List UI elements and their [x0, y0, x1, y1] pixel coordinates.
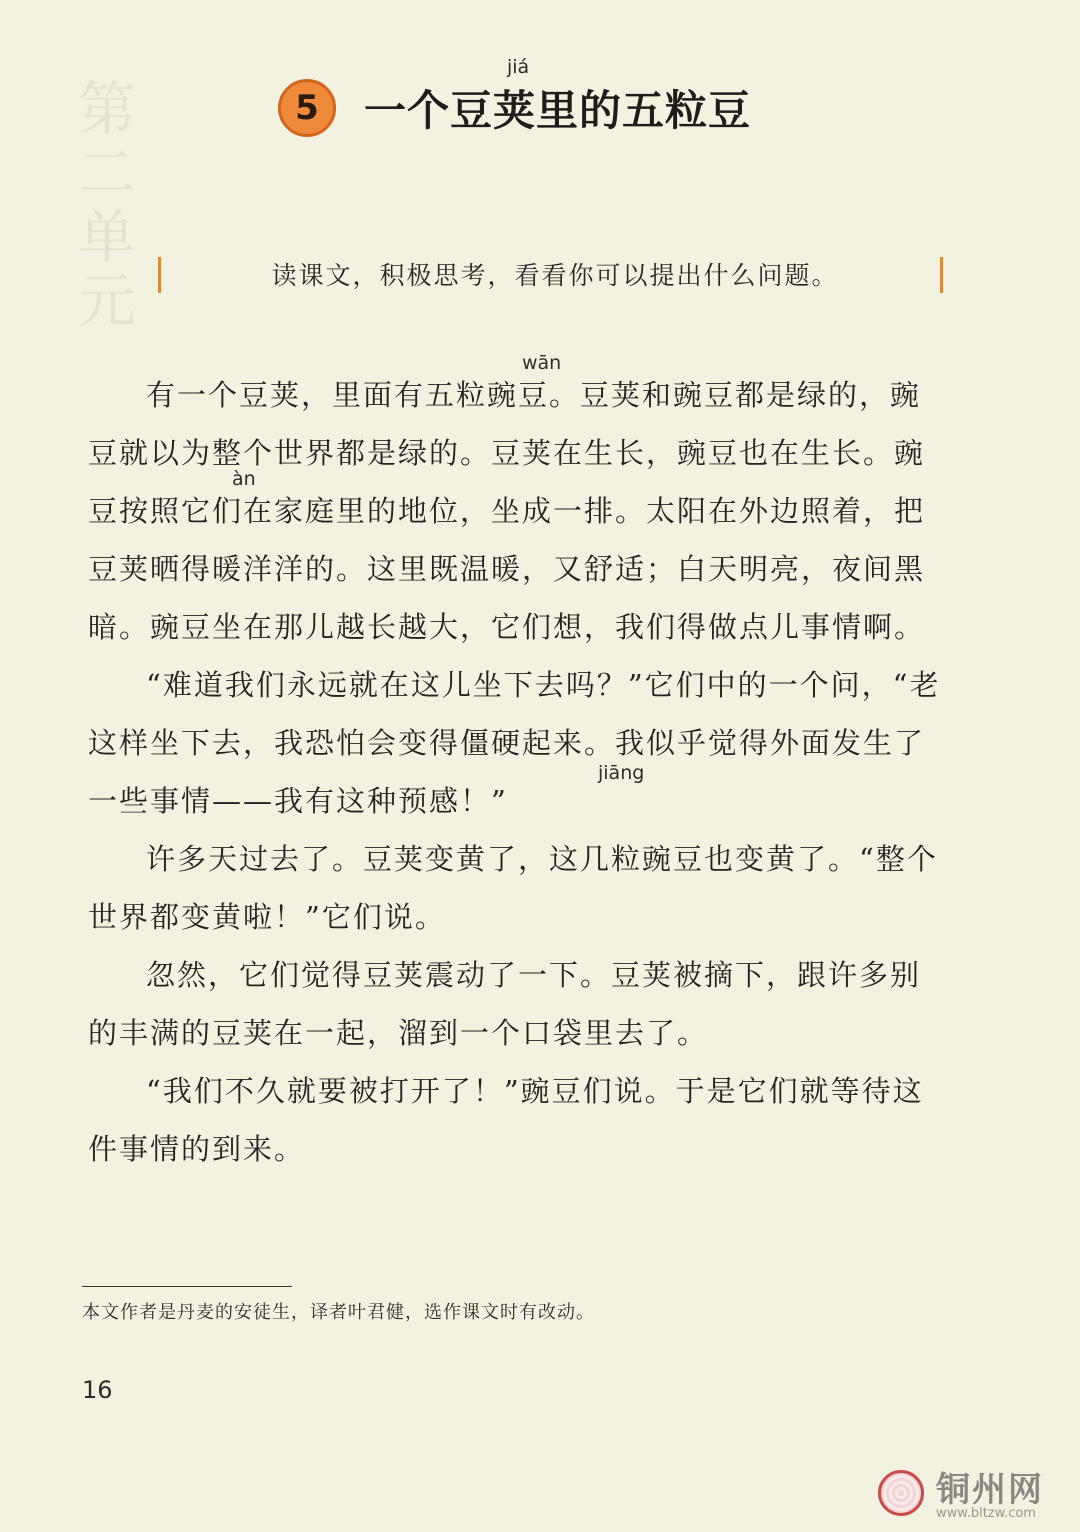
watermark-name: 铜州网 [936, 1470, 1044, 1510]
page-number: 16 [82, 1376, 113, 1404]
reading-prompt: 读课文，积极思考，看看你可以提出什么问题。 [271, 261, 839, 290]
paragraph-5: “我们不久就要被打开了！”豌豆们说。于是它们就等待这件事情的到来。 [88, 1074, 924, 1166]
pinyin-jiang: jiāng [598, 762, 645, 784]
prompt-right-bar [940, 257, 943, 293]
pinyin-an: àn [232, 468, 256, 490]
lesson-title: 一个豆荚里的五粒豆 [364, 86, 752, 135]
footnote-divider [82, 1286, 292, 1287]
paragraph-3: 许多天过去了。豆荚变黄了，这几粒豌豆也变黄了。“整个世界都变黄啦！”它们说。 [88, 842, 938, 934]
paragraph-1: 有一个豆荚，里面有五粒豌豆。豆荚和豌豆都是绿的，豌豆就以为整个世界都是绿的。豆荚在生长，豌豆也在生长。豌豆按照它们在家庭里的地位，坐成一排。太阳在外边照着，把豆荚晒得暖洋洋的。这里既温暖，又舒适；白天明亮，夜间黑暗。豌豆坐在那儿越长越大，它们想，我们得做点儿事情啊。 [88, 378, 926, 644]
watermark-url: www.bltzw.com [936, 1506, 1036, 1521]
story-text [88, 366, 948, 1178]
lesson-number-badge: 5 [278, 79, 336, 137]
unit-label: 第二单元 [68, 78, 136, 334]
title-pinyin: jiá [507, 56, 530, 78]
lesson-header [278, 78, 751, 138]
footnote: 本文作者是丹麦的安徒生，译者叶君健，选作课文时有改动。 [82, 1302, 595, 1323]
paragraph-4: 忽然，它们觉得豆荚震动了一下。豆荚被摘下，跟许多别的丰满的豆荚在一起，溜到一个口袋里去了。 [88, 958, 922, 1050]
watermark [874, 1462, 1074, 1526]
prompt-left-bar [158, 257, 161, 293]
pinyin-wan: wān [522, 352, 562, 374]
watermark-seal-icon [878, 1470, 924, 1516]
paragraph-2: “难道我们永远就在这儿坐下去吗？”它们中的一个问，“老这样坐下去，我恐怕会变得僵硬起来。我似乎觉得外面发生了一些事情——我有这种预感！” [88, 668, 941, 818]
